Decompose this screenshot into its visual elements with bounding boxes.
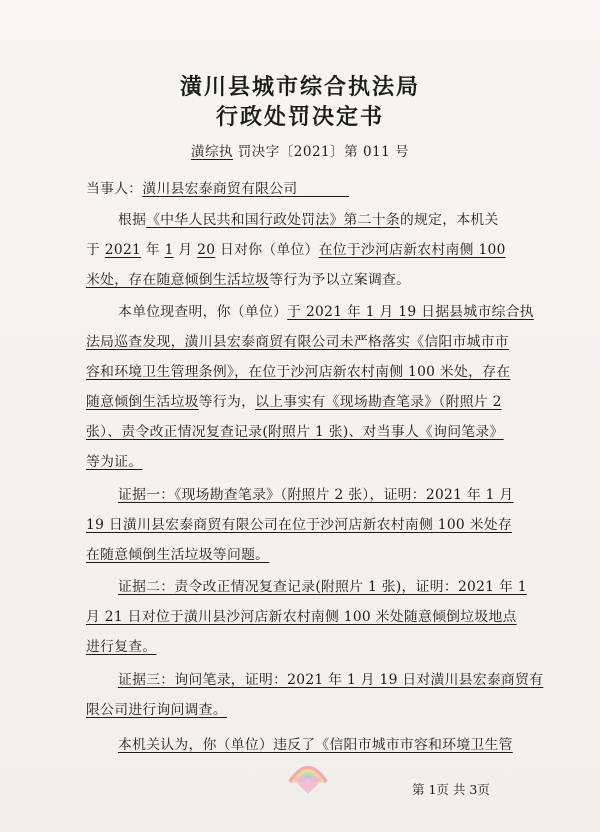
para2-line3: 容和环境卫生管理条例》，在位于沙河店新农村南侧 100 米处，存在 [86, 364, 511, 380]
para1-line2: 于 2021 年 1 月 20 日对你（单位）在位于沙河店新农村南侧 100 [86, 242, 506, 258]
evidence2-line2: 月 21 日对位于潢川县沙河店新农村南侧 100 米处随意倾倒垃圾地点 [86, 609, 517, 625]
rainbow-heart-sticker-icon [282, 752, 334, 796]
document-number [0, 140, 600, 160]
para2-line5: 张）、责令改正情况复查记录(附照片 1 张)、对当事人《询问笔录》 [86, 424, 504, 440]
document-type-title: 行政处罚决定书 [215, 104, 384, 130]
para2-line1: 本单位现查明，你（单位）于 2021 年 1 月 19 日据县城市综合执 [118, 304, 534, 320]
document-number-suffix: 罚决字〔2021〕第 011 号 [233, 144, 409, 160]
evidence1-line3: 在随意倾倒生活垃圾等问题。 [86, 547, 270, 563]
para1-line3: 米处，存在随意倾倒生活垃圾等行为予以立案调查。 [86, 272, 411, 288]
para3-line1: 本机关认为，你（单位）违反了《信阳市城市市容和环境卫生管 [118, 737, 513, 753]
issuing-authority-title: 潢川县城市综合执法局 [179, 74, 420, 100]
evidence1-line2: 19 日潢川县宏泰商贸有限公司在位于沙河店新农村南侧 100 米处存 [86, 517, 512, 533]
document-number-prefix: 潢综执 [191, 144, 233, 160]
evidence3-line2: 限公司进行询问调查。 [86, 702, 227, 718]
para2-line2: 法局巡查发现，潢川县宏泰商贸有限公司未严格落实《信阳市城市市 [86, 334, 509, 350]
page-indicator: 第 1页 共 3页 [412, 782, 490, 797]
party-line [86, 177, 349, 197]
evidence2-line1: 证据二：责令改正情况复查记录(附照片 1 张)，证明：2021 年 1 [118, 579, 527, 595]
party-name: 潢川县宏泰商贸有限公司 [142, 181, 298, 197]
para2-line6: 等为证。 [86, 454, 143, 470]
evidence1-line1: 证据一：《现场勘查笔录》（附照片 2 张），证明：2021 年 1 月 [118, 487, 514, 503]
party-label: 当事人： [86, 181, 143, 197]
evidence3-line1: 证据三：询问笔录，证明：2021 年 1 月 19 日对潢川县宏泰商贸有 [118, 672, 544, 688]
para1-line1: 根据《中华人民共和国行政处罚法》第二十条的规定，本机关 [118, 212, 499, 228]
evidence2-line3: 进行复查。 [86, 639, 157, 655]
para2-line4: 随意倾倒生活垃圾等行为，以上事实有《现场勘查笔录》（附照片 2 [86, 394, 502, 410]
